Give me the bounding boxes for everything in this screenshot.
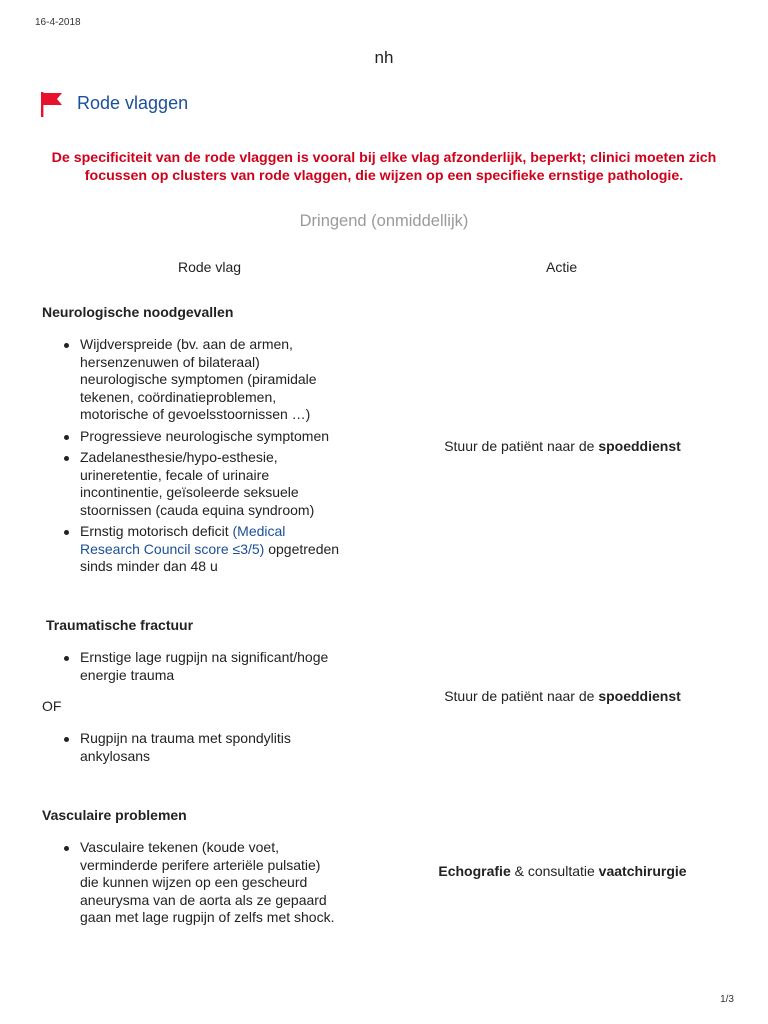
column-header-action: Actie bbox=[546, 259, 578, 275]
neurological-list bbox=[42, 336, 342, 580]
red-flag-icon bbox=[40, 91, 64, 117]
action-emphasis: vaatchirurgie bbox=[598, 863, 687, 879]
action-emphasis: Echografie bbox=[438, 863, 511, 879]
action-neurological: Stuur de patiënt naar de spoeddienst bbox=[444, 438, 681, 454]
section-title: Rode vlaggen bbox=[77, 93, 189, 113]
list-item-text: Ernstig motorisch deficit bbox=[80, 523, 233, 539]
list-item: Zadelanesthesie/hypo-esthesie, urineretentie, fecale of urinaire incontinentie, geïsoleerde seksuele stoornissen (cauda equina syndroom) bbox=[42, 449, 342, 519]
column-header-red-flag: Rode vlag bbox=[178, 259, 242, 275]
trauma-list-b bbox=[42, 730, 342, 769]
group-title-vascular: Vasculaire problemen bbox=[42, 807, 187, 823]
page-number: 1/3 bbox=[720, 994, 734, 1005]
mrc-score-link[interactable]: (Medical Research Council score ≤3/5) bbox=[80, 523, 286, 557]
list-item bbox=[42, 523, 342, 576]
list-item: Rugpijn na trauma met spondylitis ankylosans bbox=[42, 730, 342, 765]
urgency-subheader: Dringend (onmiddellijk) bbox=[299, 212, 469, 230]
vascular-list bbox=[42, 839, 342, 931]
list-item: Vasculaire tekenen (koude voet, verminderde perifere arteriële pulsatie) die kunnen wijzen op een gescheurd aneurysma van de aorta als ze gepaard gaan met lage rugpijn of zelfs met shock. bbox=[42, 839, 342, 927]
trauma-list-a bbox=[42, 649, 342, 688]
or-separator: OF bbox=[42, 698, 62, 714]
action-emphasis: spoeddienst bbox=[598, 438, 681, 454]
specificity-warning: De specificiteit van de rode vlaggen is vooral bij elke vlag afzonderlijk, beperkt; clinici moeten zich focussen op clusters van rode vlaggen, die wijzen op een specifieke ernstige pathologie. bbox=[51, 150, 717, 184]
group-title-trauma: Traumatische fractuur bbox=[46, 617, 194, 633]
group-title-neurological: Neurologische noodgevallen bbox=[42, 304, 234, 320]
list-item: Progressieve neurologische symptomen bbox=[42, 428, 342, 446]
action-trauma: Stuur de patiënt naar de spoeddienst bbox=[444, 688, 681, 704]
list-item-text: opgetreden sinds minder dan 48 u bbox=[80, 540, 340, 574]
print-date: 16-4-2018 bbox=[35, 17, 81, 28]
list-item: Ernstige lage rugpijn na significant/hoge energie trauma bbox=[42, 649, 342, 684]
action-emphasis: spoeddienst bbox=[598, 688, 681, 704]
action-vascular: Echografie & consultatie vaatchirurgie bbox=[438, 863, 687, 879]
document-title: nh bbox=[374, 48, 394, 67]
list-item: Wijdverspreide (bv. aan de armen, hersenzenuwen of bilateraal) neurologische symptomen (piramidale tekenen, coördinatieproblemen, motorische of gevoelsstoornissen …) bbox=[42, 336, 342, 424]
